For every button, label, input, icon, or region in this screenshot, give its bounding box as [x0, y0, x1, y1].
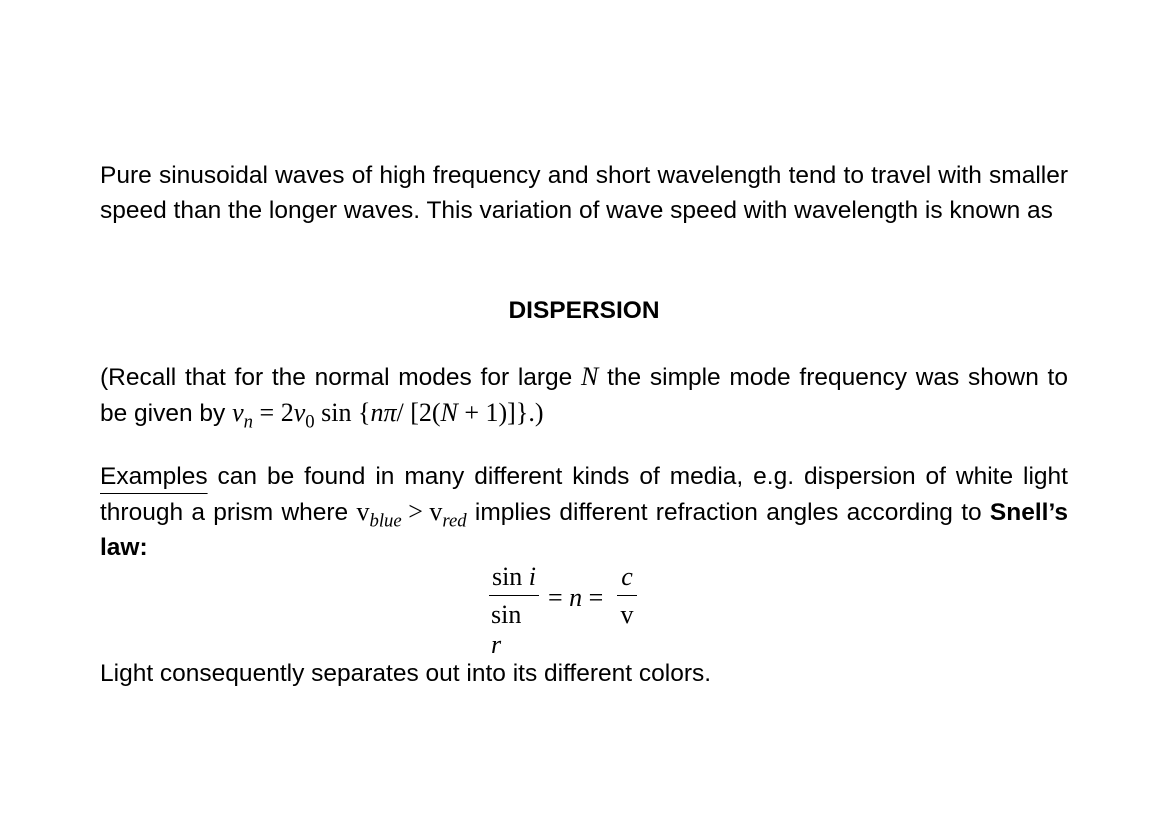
subscript-n: n — [243, 411, 254, 433]
nu-symbol: ν — [232, 398, 244, 427]
examples-text-b: implies different refraction angles according to — [466, 499, 990, 526]
equation-middle: = n = — [548, 583, 604, 612]
intro-paragraph — [100, 158, 1068, 228]
c-over-v-fraction — [617, 562, 637, 630]
var-n-index: n — [569, 583, 583, 612]
conclusion-text: Light consequently separates out into its different colors. — [100, 660, 712, 687]
slash-bracket: / [2( — [396, 398, 441, 427]
velocity-inequality — [356, 497, 467, 532]
fraction-numerator — [490, 562, 538, 592]
intro-text: Pure sinusoidal waves of high frequency and short wavelength tend to travel with smaller speed than the longer waves. This variation of wave speed with wavelength is known as — [100, 162, 1068, 224]
sin-fn-bottom: sin — [491, 600, 522, 629]
var-v: v — [620, 600, 634, 629]
var-r: r — [491, 630, 502, 659]
formula-tail: + 1)]}.) — [457, 398, 544, 427]
v-blue: v — [356, 497, 370, 526]
var-c: c — [621, 562, 633, 591]
v-red: v — [429, 497, 443, 526]
subscript-0: 0 — [305, 411, 315, 433]
nu0-symbol: ν — [293, 398, 306, 427]
sin-ratio-fraction — [489, 562, 539, 660]
equals-sign: = — [259, 398, 275, 427]
conclusion-paragraph — [100, 656, 1068, 691]
var-N-inner: N — [440, 398, 458, 427]
fraction-denominator — [489, 600, 539, 660]
snells-law-label: Snell’s law: — [100, 499, 1068, 561]
subscript-red: red — [442, 510, 467, 532]
heading-dispersion: DISPERSION — [508, 297, 660, 324]
sin-open: sin { — [314, 398, 371, 427]
mode-frequency-formula — [232, 398, 544, 433]
examples-underlined: Examples — [100, 463, 208, 490]
fraction-bar-right — [617, 595, 637, 596]
var-N: N — [581, 362, 599, 391]
equals-n-equals — [548, 583, 603, 613]
snells-law-equation — [0, 562, 1169, 659]
subscript-blue: blue — [369, 510, 402, 532]
recall-paragraph — [100, 359, 1068, 431]
examples-text-a: can be found in many different kinds of media, e.g. dispersion of white light through a prism where — [100, 463, 1068, 526]
sin-fn-top: sin — [491, 562, 529, 591]
recall-text-a: (Recall that for the normal modes for large — [100, 364, 582, 391]
factor-two: 2 — [280, 398, 294, 427]
n-pi: nπ — [370, 398, 397, 427]
fraction-bar — [489, 595, 539, 596]
greater-than: > — [408, 497, 423, 526]
var-i: i — [528, 562, 537, 591]
recall-text-b: the simple mode frequency was shown to be given by — [100, 364, 1068, 427]
examples-paragraph — [100, 459, 1068, 565]
